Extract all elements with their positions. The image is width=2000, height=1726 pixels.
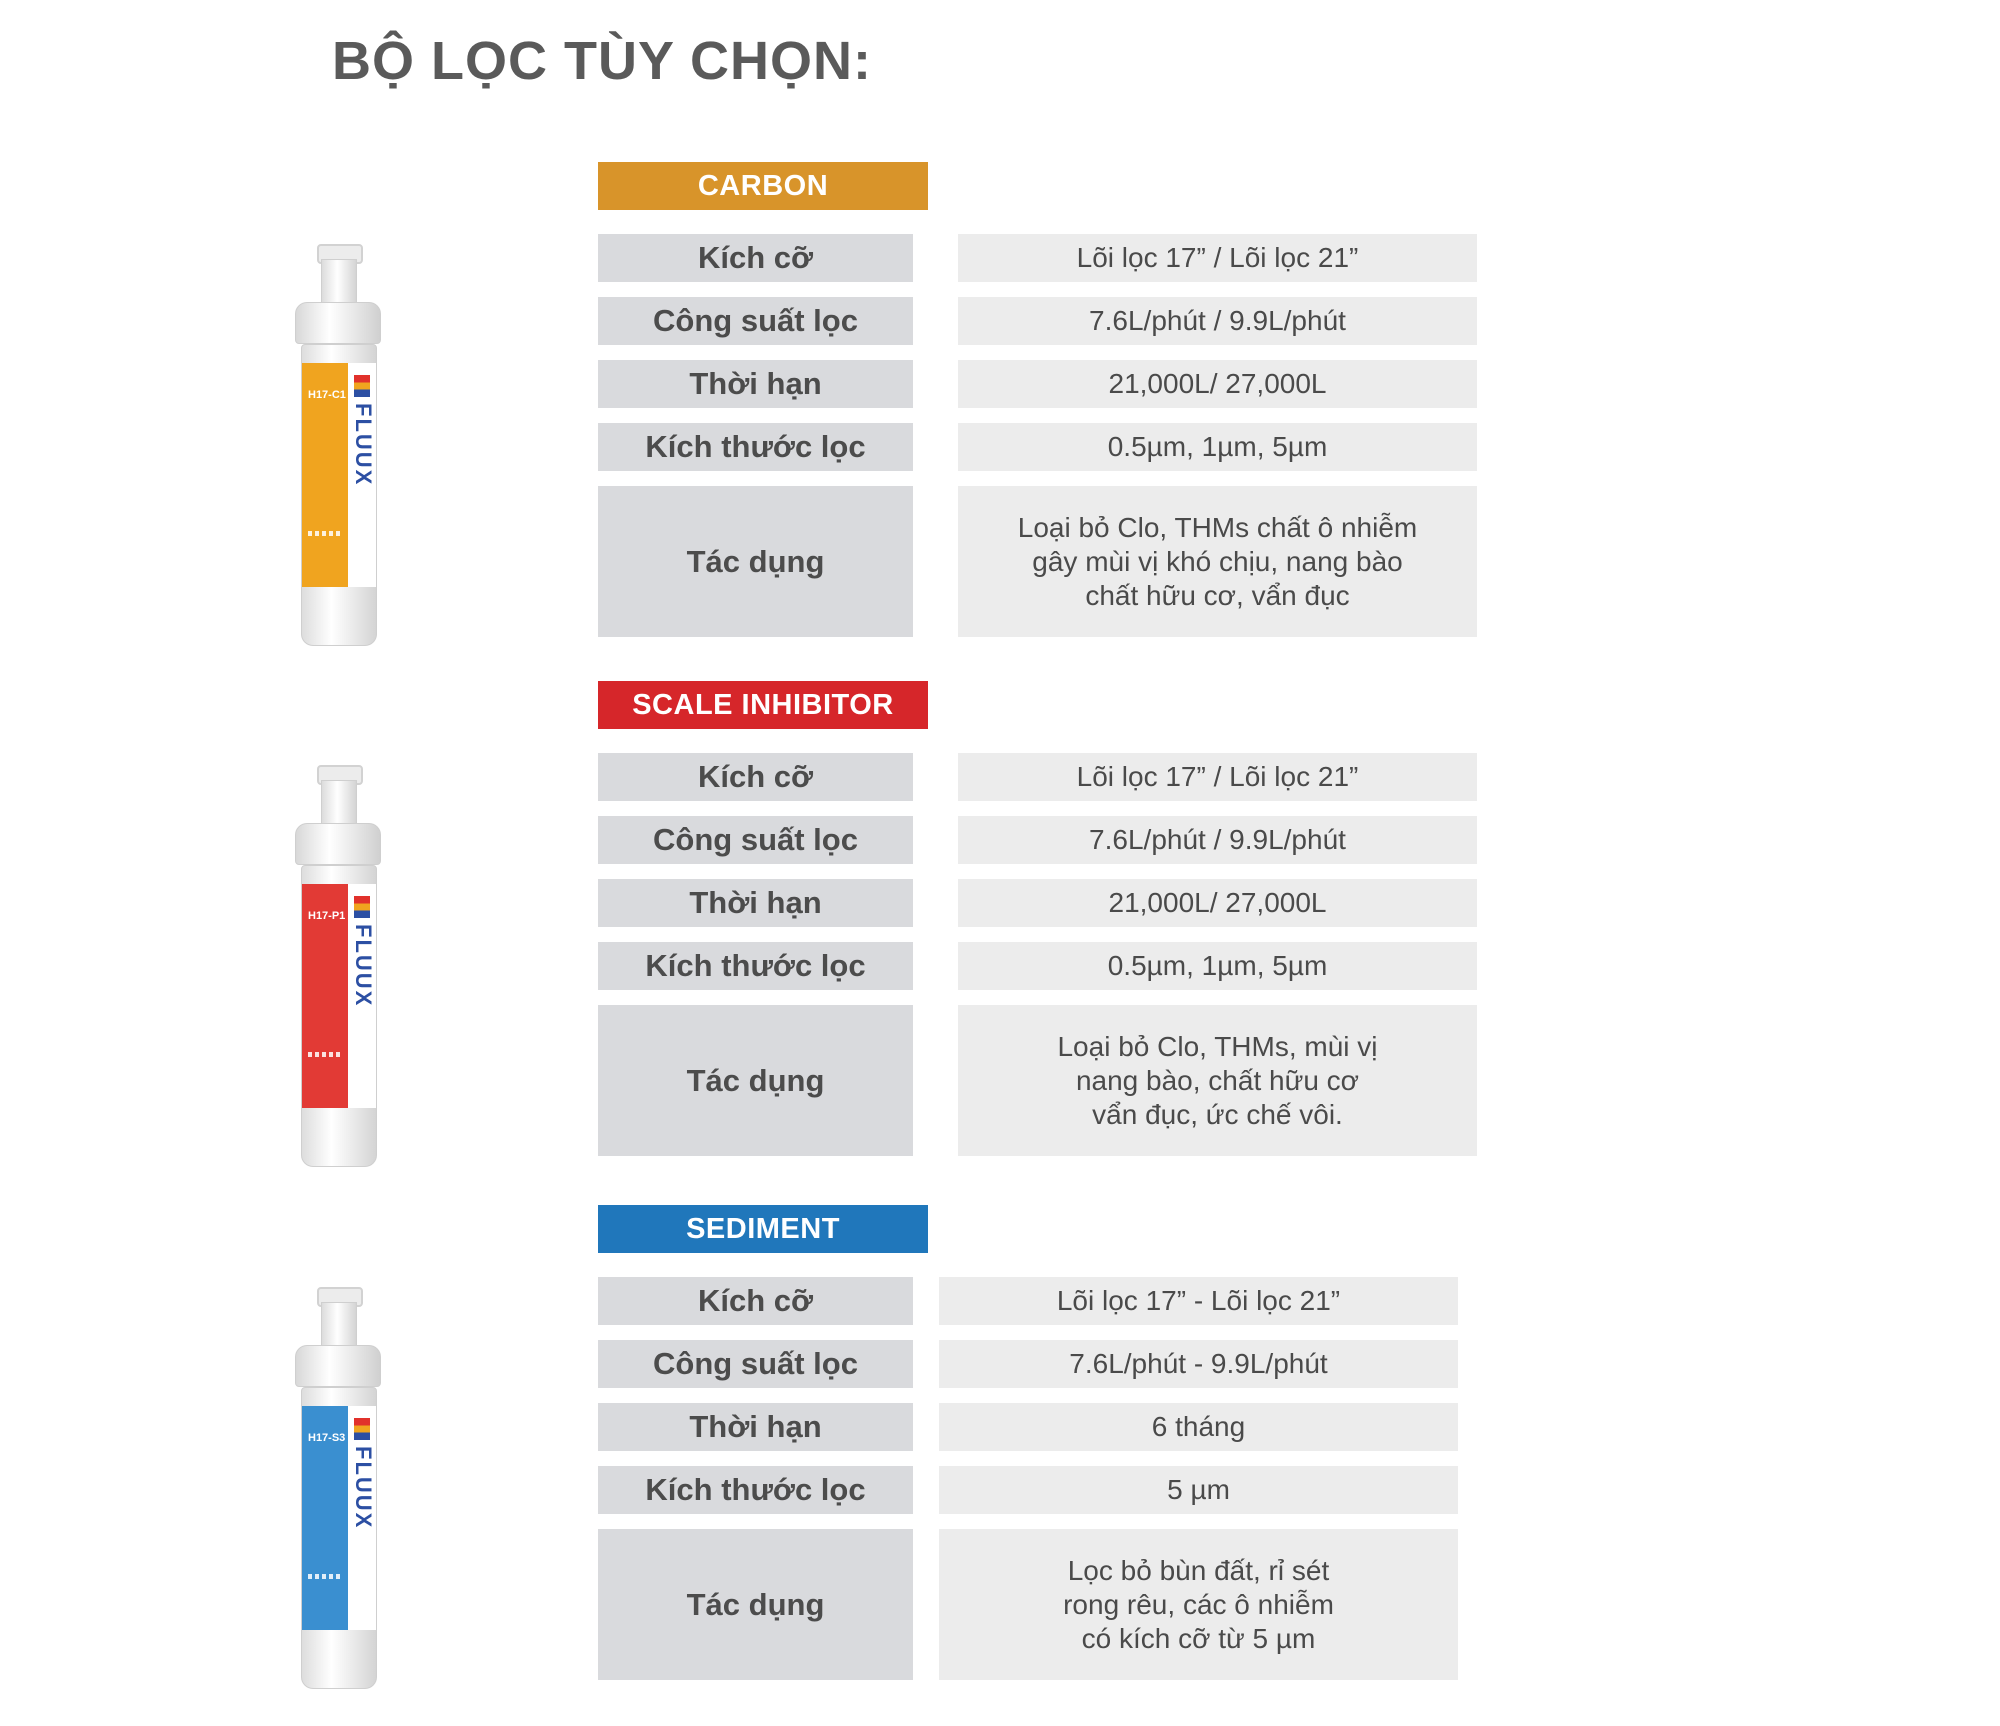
section-header-sediment: SEDIMENT bbox=[598, 1205, 928, 1253]
spec-label-function: Tác dụng bbox=[598, 1005, 913, 1156]
spec-value-capacity: 7.6L/phút / 9.9L/phút bbox=[958, 297, 1477, 345]
page-title: BỘ LỌC TÙY CHỌN: bbox=[332, 31, 872, 91]
brand-logo-icon bbox=[354, 1418, 370, 1440]
brand-logo-icon bbox=[354, 896, 370, 918]
filter-cartridge-sediment-image bbox=[295, 1287, 381, 1687]
spec-label-pore-size: Kích thước lọc bbox=[598, 1466, 913, 1514]
spec-label-size: Kích cỡ bbox=[598, 234, 913, 282]
spec-value-function: Loại bỏ Clo, THMs, mùi vị nang bào, chất hữu cơ vẩn đục, ức chế vôi. bbox=[958, 1005, 1477, 1156]
filter-model-label: H17-S3 bbox=[308, 1432, 346, 1444]
filter-model-label: H17-P1 bbox=[308, 910, 346, 922]
spec-value-function: Loại bỏ Clo, THMs chất ô nhiễm gây mùi vị khó chịu, nang bào chất hữu cơ, vẩn đục bbox=[958, 486, 1477, 637]
brand-name: FLUUX bbox=[351, 924, 376, 1008]
spec-value-size: Lõi lọc 17” / Lõi lọc 21” bbox=[958, 753, 1477, 801]
spec-label-capacity: Công suất lọc bbox=[598, 816, 913, 864]
spec-value-size: Lõi lọc 17” / Lõi lọc 21” bbox=[958, 234, 1477, 282]
spec-label-lifetime: Thời hạn bbox=[598, 1403, 913, 1451]
spec-value-pore-size: 0.5µm, 1µm, 5µm bbox=[958, 942, 1477, 990]
brand-name: FLUUX bbox=[351, 1446, 376, 1530]
spec-label-pore-size: Kích thước lọc bbox=[598, 942, 913, 990]
spec-label-size: Kích cỡ bbox=[598, 753, 913, 801]
spec-label-pore-size: Kích thước lọc bbox=[598, 423, 913, 471]
section-header-scale-inhibitor: SCALE INHIBITOR bbox=[598, 681, 928, 729]
spec-value-lifetime: 6 tháng bbox=[939, 1403, 1458, 1451]
spec-label-function: Tác dụng bbox=[598, 486, 913, 637]
spec-value-function: Lọc bỏ bùn đất, rỉ sét rong rêu, các ô nhiễm có kích cỡ từ 5 µm bbox=[939, 1529, 1458, 1680]
spec-value-lifetime: 21,000L/ 27,000L bbox=[958, 879, 1477, 927]
spec-value-capacity: 7.6L/phút - 9.9L/phút bbox=[939, 1340, 1458, 1388]
spec-value-lifetime: 21,000L/ 27,000L bbox=[958, 360, 1477, 408]
spec-value-size: Lõi lọc 17” - Lõi lọc 21” bbox=[939, 1277, 1458, 1325]
section-header-carbon: CARBON bbox=[598, 162, 928, 210]
spec-label-capacity: Công suất lọc bbox=[598, 297, 913, 345]
spec-label-capacity: Công suất lọc bbox=[598, 1340, 913, 1388]
spec-value-capacity: 7.6L/phút / 9.9L/phút bbox=[958, 816, 1477, 864]
brand-name: FLUUX bbox=[351, 403, 376, 487]
spec-label-size: Kích cỡ bbox=[598, 1277, 913, 1325]
spec-value-pore-size: 5 µm bbox=[939, 1466, 1458, 1514]
brand-logo-icon bbox=[354, 375, 370, 397]
filter-cartridge-carbon-image bbox=[295, 244, 381, 644]
spec-label-function: Tác dụng bbox=[598, 1529, 913, 1680]
filter-model-label: H17-C1 bbox=[308, 389, 346, 401]
spec-label-lifetime: Thời hạn bbox=[598, 360, 913, 408]
spec-label-lifetime: Thời hạn bbox=[598, 879, 913, 927]
spec-value-pore-size: 0.5µm, 1µm, 5µm bbox=[958, 423, 1477, 471]
filter-cartridge-scale-inhibitor-image bbox=[295, 765, 381, 1165]
